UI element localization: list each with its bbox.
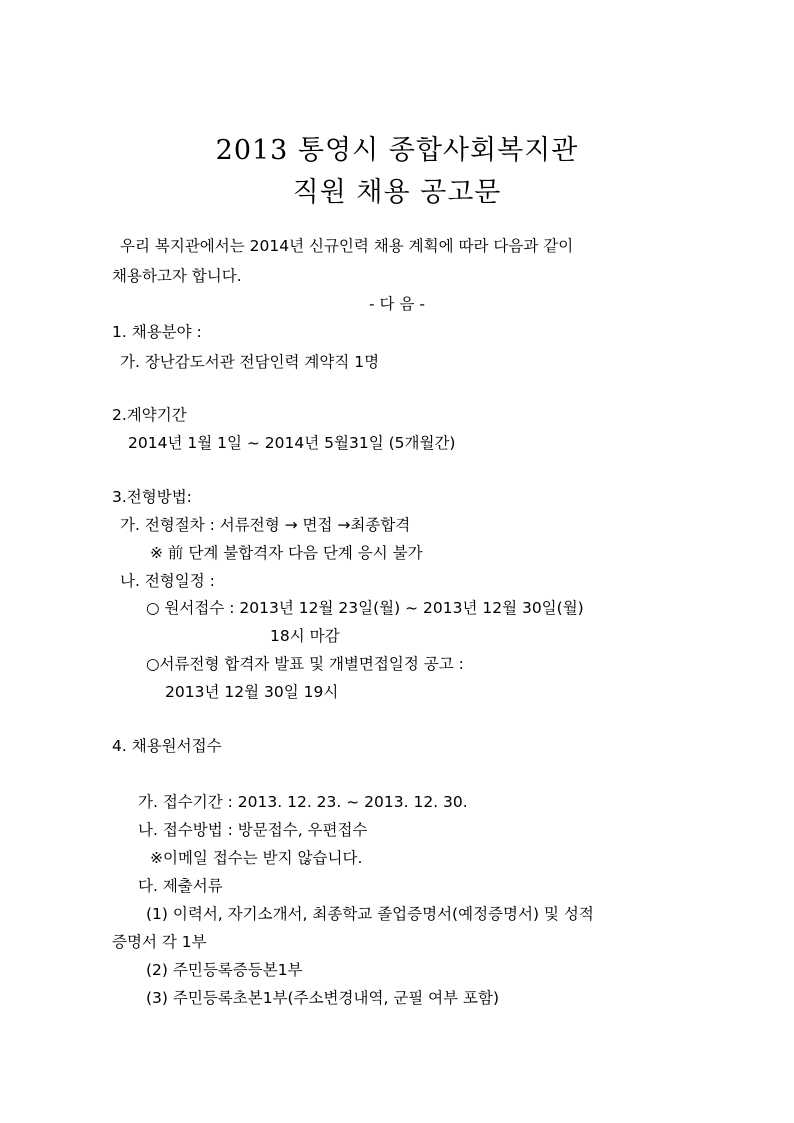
section-4-documents-heading: 다. 제출서류 xyxy=(138,877,223,895)
section-2-heading: 2.계약기간 xyxy=(112,406,187,424)
section-4-method: 나. 접수방법 : 방문접수, 우편접수 xyxy=(138,821,368,839)
section-3-schedule-item-1-cont: 18시 마감 xyxy=(270,627,340,645)
section-4-document-3: (3) 주민등록초본1부(주소변경내역, 군필 여부 포함) xyxy=(146,989,500,1007)
section-4-heading: 4. 채용원서접수 xyxy=(112,737,222,755)
section-4-period: 가. 접수기간 : 2013. 12. 23. ~ 2013. 12. 30. xyxy=(138,793,468,811)
section-3-heading: 3.전형방법: xyxy=(112,488,192,506)
section-3-procedure: 가. 전형절차 : 서류전형 → 면접 →최종합격 xyxy=(120,516,411,534)
section-1-item: 가. 장난감도서관 전담인력 계약직 1명 xyxy=(120,353,380,371)
section-4-document-1: (1) 이력서, 자기소개서, 최종학교 졸업증명서(예정증명서) 및 성적 xyxy=(146,905,594,923)
divider-label: - 다 음 - xyxy=(369,295,425,313)
section-3-schedule-item-2: ○서류전형 합격자 발표 및 개별면접일정 공고 : xyxy=(146,655,464,673)
document-subtitle: 직원 채용 공고문 xyxy=(292,177,502,208)
document-title: 2013 통영시 종합사회복지관 xyxy=(215,135,579,166)
section-3-schedule-item-2-cont: 2013년 12월 30일 19시 xyxy=(165,683,339,701)
section-3-procedure-note: ※ 前 단계 불합격자 다음 단계 응시 불가 xyxy=(150,544,423,562)
section-3-schedule-item-1: ○ 원서접수 : 2013년 12월 23일(월) ~ 2013년 12월 30일(월) xyxy=(146,599,584,617)
section-1-heading: 1. 채용분야 : xyxy=(112,323,202,341)
intro-line-1: 우리 복지관에서는 2014년 신규인력 채용 계획에 따라 다음과 같이 xyxy=(120,237,574,255)
intro-line-2: 채용하고자 합니다. xyxy=(112,267,242,285)
section-2-period: 2014년 1월 1일 ~ 2014년 5월31일 (5개월간) xyxy=(128,434,456,452)
section-4-document-2: (2) 주민등록증등본1부 xyxy=(146,961,303,979)
section-3-schedule-heading: 나. 전형일정 : xyxy=(120,572,215,590)
section-4-document-1-cont: 증명서 각 1부 xyxy=(112,933,207,951)
section-4-method-note: ※이메일 접수는 받지 않습니다. xyxy=(150,849,363,867)
